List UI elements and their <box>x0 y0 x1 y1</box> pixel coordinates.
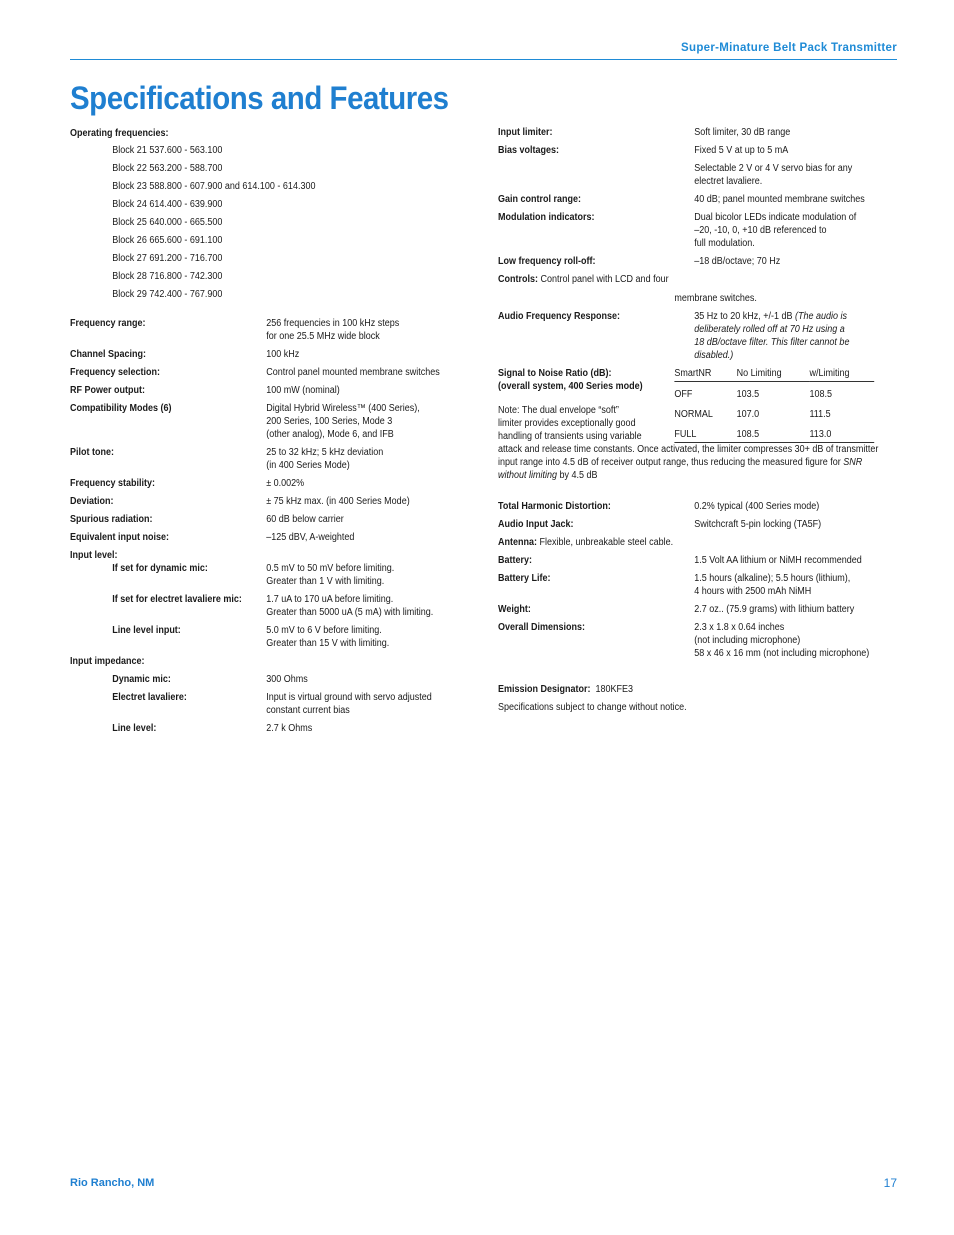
note-line: input range into 4.5 dB of receiver output range, thus reducing the measured figure for <box>498 457 844 468</box>
spec-label: Modulation indicators: <box>498 212 595 223</box>
spec-antenna <box>498 536 899 549</box>
spec-value: 1.5 Volt AA lithium or NiMH recommended <box>694 555 862 566</box>
snr-cell: NORMAL <box>674 408 713 420</box>
footer-location: Rio Rancho, NM <box>70 1177 155 1189</box>
disclaimer: Specifications subject to change without notice. <box>498 702 687 713</box>
spec-modulation <box>498 211 899 250</box>
right-column <box>498 126 899 714</box>
input-level-label: Input level: <box>70 550 118 561</box>
snr-table <box>674 367 874 443</box>
spec-label: Equivalent input noise: <box>70 532 170 543</box>
spec-label: Bias voltages: <box>498 145 560 156</box>
value-line: 100 kHz <box>266 349 300 360</box>
spec-label: Pilot tone: <box>70 447 115 458</box>
spec-row <box>70 446 448 472</box>
value-line: 256 frequencies in 100 kHz steps <box>266 318 400 329</box>
block-list <box>70 144 448 301</box>
value-line: 1.5 hours (alkaline); 5.5 hours (lithium), <box>694 573 851 584</box>
spec-row <box>70 366 448 379</box>
spec-row <box>70 531 448 544</box>
value-line: Fixed 5 V at up to 5 mA <box>694 145 789 156</box>
spec-label: Controls: <box>498 274 539 285</box>
spec-thd <box>498 500 899 513</box>
value-line: 2.7 k Ohms <box>266 723 313 734</box>
value-line: (not including microphone) <box>694 635 801 646</box>
value-line: Input is virtual ground with servo adjusted <box>266 692 432 703</box>
value-line: 35 Hz to 20 kHz, +/-1 dB <box>694 311 795 322</box>
spec-bias <box>498 144 899 188</box>
spec-value: 2.7 oz.. (75.9 grams) with lithium battery <box>694 604 855 615</box>
spec-snr <box>498 367 899 443</box>
header-rule <box>70 59 897 60</box>
snr-header-row <box>674 367 874 382</box>
spec-label: Total Harmonic Distortion: <box>498 501 611 512</box>
value-line: ± 75 kHz max. (in 400 Series Mode) <box>266 496 410 507</box>
spec-value <box>266 593 448 619</box>
spec-row <box>70 673 448 686</box>
value-line: –125 dBV, A-weighted <box>266 532 355 543</box>
spec-value: 40 dB; panel mounted membrane switches <box>694 194 865 205</box>
snr-cell: OFF <box>674 388 693 400</box>
spec-value <box>266 691 448 717</box>
value-line: Control panel mounted membrane switches <box>266 367 440 378</box>
spec-label: Frequency stability: <box>70 478 156 489</box>
snr-cell: 113.0 <box>809 428 874 443</box>
spec-value <box>266 317 448 343</box>
spec-label: (overall system, 400 Series mode) <box>498 381 643 392</box>
value-line: Greater than 1 V with limiting. <box>266 576 385 587</box>
spec-label: Emission Designator: <box>498 684 591 695</box>
value-line: for one 25.5 MHz wide block <box>266 331 380 342</box>
spec-label: Input limiter: <box>498 127 553 138</box>
snr-row <box>674 388 874 408</box>
spec-label: Channel Spacing: <box>70 349 147 360</box>
spec-value <box>266 384 448 397</box>
note-text: (The audio is <box>795 311 848 322</box>
snr-label-block <box>498 367 674 443</box>
spec-value <box>694 144 898 188</box>
value-line: 200 Series, 100 Series, Mode 3 <box>266 416 393 427</box>
spec-label: Deviation: <box>70 496 114 507</box>
note-line: attack and release time constants. Once activated, the limiter compresses 30+ dB of transmitter <box>498 444 879 455</box>
frequency-block: Block 21 537.600 - 563.100 <box>112 145 223 156</box>
running-header: Super-Minature Belt Pack Transmitter <box>681 42 897 54</box>
spec-value: Flexible, unbreakable steel cable. <box>537 537 674 548</box>
spec-value <box>266 366 448 379</box>
value-line: 60 dB below carrier <box>266 514 344 525</box>
spec-jack <box>498 518 899 531</box>
spec-label: Overall Dimensions: <box>498 622 586 633</box>
spec-label: RF Power output: <box>70 385 145 396</box>
spec-value: Control panel with LCD and four <box>540 274 669 285</box>
spec-label: Battery Life: <box>498 573 551 584</box>
value-line: (other analog), Mode 6, and IFB <box>266 429 394 440</box>
input-impedance-list <box>70 673 448 735</box>
spec-value <box>694 621 898 660</box>
snr-cell: 111.5 <box>809 408 831 420</box>
value-line: 25 to 32 kHz; 5 kHz deviation <box>266 447 384 458</box>
spec-label: Line level: <box>112 723 157 734</box>
spec-value <box>266 446 448 472</box>
value-line: 58 x 46 x 16 mm (not including microphone) <box>694 648 870 659</box>
value-line: –20, -10, 0, +10 dB referenced to <box>694 225 827 236</box>
value-line: Digital Hybrid Wireless™ (400 Series), <box>266 403 420 414</box>
input-level-list <box>70 562 448 650</box>
value-line: electret lavaliere. <box>694 176 763 187</box>
value-line: Greater than 5000 uA (5 mA) with limiting. <box>266 607 434 618</box>
value-line: full modulation. <box>694 238 755 249</box>
page-title: Specifications and Features <box>70 80 449 116</box>
spec-value <box>266 402 448 441</box>
spec-value: Switchcraft 5-pin locking (TA5F) <box>694 519 822 530</box>
value-line: constant current bias <box>266 705 350 716</box>
spec-emission <box>498 683 899 696</box>
spec-battery-life <box>498 572 899 598</box>
spec-weight <box>498 603 899 616</box>
frequency-block: Block 23 588.800 - 607.900 and 614.100 - 614.300 <box>112 181 316 192</box>
spec-battery <box>498 554 899 567</box>
spec-label: Audio Input Jack: <box>498 519 574 530</box>
spec-value <box>266 673 448 686</box>
spec-label: Signal to Noise Ratio (dB): <box>498 368 612 379</box>
spec-label: If set for dynamic mic: <box>112 563 208 574</box>
value-line: Dual bicolor LEDs indicate modulation of <box>694 212 857 223</box>
op-freq-label: Operating frequencies: <box>70 128 169 139</box>
spec-label: Dynamic mic: <box>112 674 171 685</box>
spec-value: –18 dB/octave; 70 Hz <box>694 256 781 267</box>
value-line: 4 hours with 2500 mAh NiMH <box>694 586 812 597</box>
note-line: limiter provides exceptionally good <box>498 418 636 429</box>
spec-row <box>70 593 448 619</box>
spec-label: Audio Frequency Response: <box>498 311 621 322</box>
input-impedance-label: Input impedance: <box>70 656 145 667</box>
note-text: 18 dB/octave filter. This filter cannot be <box>694 337 850 348</box>
spec-row <box>70 384 448 397</box>
snr-header: w/Limiting <box>809 367 874 382</box>
note-text: disabled.) <box>694 350 734 361</box>
spec-row <box>70 402 448 441</box>
spec-label: Low frequency roll-off: <box>498 256 596 267</box>
spec-label: Electret lavaliere: <box>112 692 187 703</box>
spec-label: Frequency selection: <box>70 367 161 378</box>
spec-label: Frequency range: <box>70 318 146 329</box>
spec-value <box>266 513 448 526</box>
left-column <box>70 127 448 740</box>
snr-cell: 108.5 <box>809 388 832 400</box>
frequency-block: Block 29 742.400 - 767.900 <box>112 289 223 300</box>
value-line: Greater than 15 V with limiting. <box>266 638 390 649</box>
spec-value <box>694 572 898 598</box>
spec-label: Compatibility Modes (6) <box>70 403 172 414</box>
frequency-block: Block 27 691.200 - 716.700 <box>112 253 223 264</box>
note-line: by 4.5 dB <box>557 470 598 481</box>
snr-row <box>674 428 874 443</box>
frequency-block: Block 25 640.000 - 665.500 <box>112 217 223 228</box>
spec-row <box>70 722 448 735</box>
note-line: Note: The dual envelope “soft” <box>498 405 619 416</box>
value-line: Selectable 2 V or 4 V servo bias for any <box>694 163 853 174</box>
spec-label: Antenna: <box>498 537 538 548</box>
spec-label: Weight: <box>498 604 531 615</box>
value-line: 0.5 mV to 50 mV before limiting. <box>266 563 395 574</box>
value-line: ± 0.002% <box>266 478 305 489</box>
spec-value <box>266 722 448 735</box>
spec-row <box>70 513 448 526</box>
spec-controls <box>498 273 899 286</box>
spec-lowfreq <box>498 255 899 268</box>
page-number: 17 <box>883 1176 897 1190</box>
spec-row <box>70 691 448 717</box>
value-line: 1.7 uA to 170 uA before limiting. <box>266 594 394 605</box>
spec-value <box>266 477 448 490</box>
spec-dimensions <box>498 621 899 660</box>
frequency-block: Block 28 716.800 - 742.300 <box>112 271 223 282</box>
note-italic: SNR <box>843 457 863 468</box>
snr-note-cont <box>498 443 899 482</box>
snr-cell: FULL <box>674 428 736 443</box>
frequency-block: Block 24 614.400 - 639.900 <box>112 199 223 210</box>
note-text: deliberately rolled off at 70 Hz using a <box>694 324 845 335</box>
snr-cell: 103.5 <box>736 388 760 400</box>
spec-value-cont: membrane switches. <box>674 293 757 304</box>
spec-value <box>266 624 448 650</box>
spec-value <box>266 495 448 508</box>
value-line: (in 400 Series Mode) <box>266 460 350 471</box>
spec-value <box>694 211 898 250</box>
spec-label: Line level input: <box>112 625 181 636</box>
spec-row <box>70 562 448 588</box>
snr-cell: 107.0 <box>736 408 760 420</box>
spec-row <box>70 317 448 343</box>
spec-label: Battery: <box>498 555 533 566</box>
value-line: 2.3 x 1.8 x 0.64 inches <box>694 622 785 633</box>
spec-row <box>70 624 448 650</box>
spec-value: 0.2% typical (400 Series mode) <box>694 501 820 512</box>
spec-value <box>266 562 448 588</box>
value-line: 300 Ohms <box>266 674 308 685</box>
value-line: 5.0 mV to 6 V before limiting. <box>266 625 382 636</box>
spec-value: Soft limiter, 30 dB range <box>694 127 791 138</box>
spec-value <box>266 531 448 544</box>
spec-label: Gain control range: <box>498 194 582 205</box>
frequency-block: Block 22 563.200 - 588.700 <box>112 163 223 174</box>
snr-header: No Limiting <box>737 367 810 382</box>
spec-row <box>70 477 448 490</box>
spec-label: If set for electret lavaliere mic: <box>112 594 242 605</box>
spec-value <box>694 310 898 362</box>
snr-header: SmartNR <box>674 367 736 382</box>
frequency-block: Block 26 665.600 - 691.100 <box>112 235 223 246</box>
spec-row <box>70 495 448 508</box>
value-line: 100 mW (nominal) <box>266 385 340 396</box>
note-italic: without limiting <box>498 470 558 481</box>
spec-afr <box>498 310 899 362</box>
snr-row <box>674 408 874 428</box>
spec-input-limiter <box>498 126 899 139</box>
snr-cell: 108.5 <box>737 428 810 443</box>
spec-value: 180KFE3 <box>595 684 634 695</box>
spec-label: Spurious radiation: <box>70 514 153 525</box>
note-line: handling of transients using variable <box>498 431 642 442</box>
spec-value <box>266 348 448 361</box>
spec-list <box>70 317 448 544</box>
spec-row <box>70 348 448 361</box>
spec-gain <box>498 193 899 206</box>
